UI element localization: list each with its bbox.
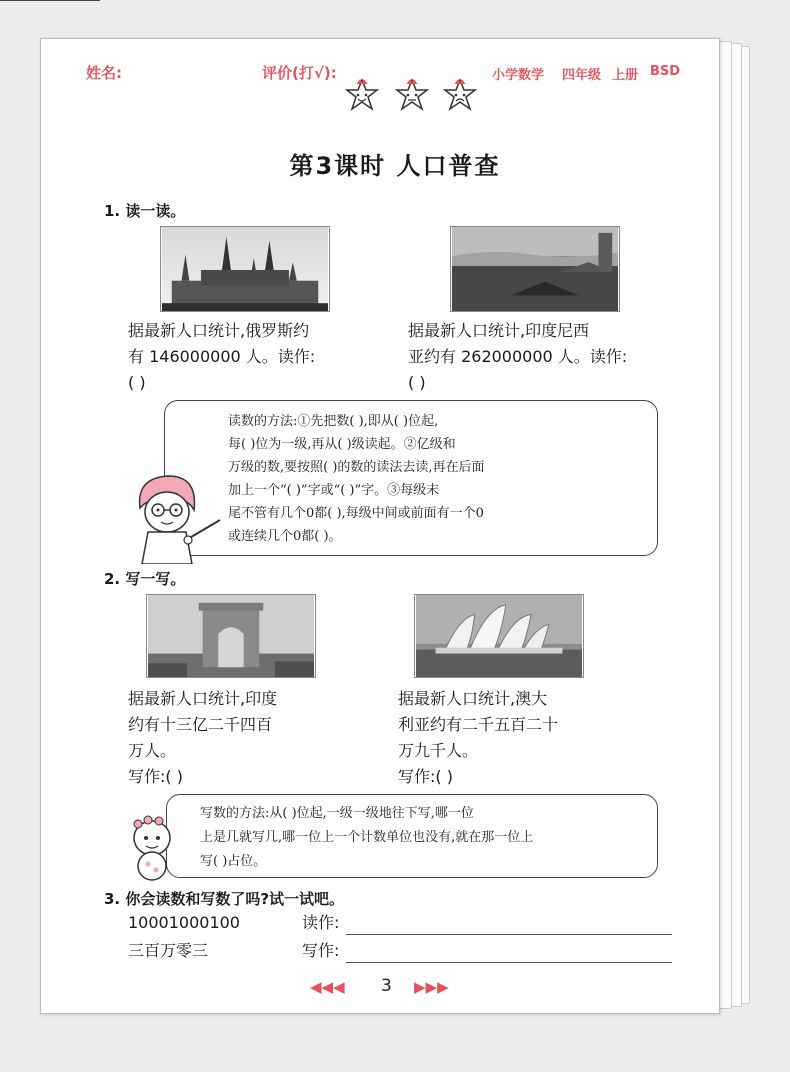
india-text-line3: 万人。	[128, 741, 177, 760]
section-2-heading: 2. 写一写。	[104, 570, 186, 588]
reading-method-line2: 每( )位为一级,再从( )级读起。②亿级和	[228, 437, 456, 452]
number-to-write: 三百万零三	[128, 941, 209, 960]
indonesia-text-line2: 亚约有 262000000 人。读作:	[408, 347, 628, 366]
subject-label: 小学数学	[492, 68, 545, 83]
prev-arrows-icon: ◀◀◀	[310, 978, 345, 996]
grade-label: 四年级	[562, 68, 602, 83]
australia-write-answer[interactable]: 写作:( )	[398, 767, 453, 786]
mascot-cartoon-icon	[124, 812, 184, 882]
name-line[interactable]	[0, 0, 100, 1]
reading-method-line1: 读数的方法:①先把数( ),即从( )位起,	[228, 414, 439, 429]
russia-text-line1: 据最新人口统计,俄罗斯约	[128, 321, 310, 340]
reading-method-line4: 加上一个“( )”字或“( )”字。③每级末	[228, 483, 440, 498]
section-1-heading: 1. 读一读。	[104, 202, 186, 220]
star-face-icon[interactable]	[344, 78, 380, 112]
evaluation-label: 评价(打√):	[262, 64, 337, 82]
read-label: 读作:	[302, 913, 340, 932]
next-arrows-icon: ▶▶▶	[414, 978, 449, 996]
name-label: 姓名:	[86, 64, 122, 82]
star-face-icon[interactable]	[442, 78, 478, 112]
teacher-cartoon-icon	[128, 468, 224, 564]
india-text-line1: 据最新人口统计,印度	[128, 689, 278, 708]
write-label: 写作:	[302, 941, 340, 960]
india-gate-photo	[146, 594, 316, 678]
star-face-icon[interactable]	[394, 78, 430, 112]
reading-method-line3: 万级的数,要按照( )的数的读法去读,再在后面	[228, 460, 485, 475]
kremlin-photo	[160, 226, 330, 312]
read-answer-line[interactable]	[346, 934, 672, 935]
russia-read-answer[interactable]: ( )	[128, 373, 146, 392]
india-text-line2: 约有十三亿二千四百	[128, 715, 273, 734]
write-answer-line[interactable]	[346, 962, 672, 963]
sydney-opera-house-photo	[414, 594, 584, 678]
page-number: 3	[381, 976, 392, 996]
coastline-photo	[450, 226, 620, 312]
australia-text-line2: 利亚约有二千五百二十	[398, 715, 559, 734]
australia-text-line1: 据最新人口统计,澳大	[398, 689, 548, 708]
page-title: 第3课时 人口普查	[289, 152, 501, 180]
indonesia-text-line1: 据最新人口统计,印度尼西	[408, 321, 590, 340]
number-to-read: 10001000100	[128, 913, 240, 932]
writing-method-line2: 上是几就写几,哪一位上一个计数单位也没有,就在那一位上	[200, 830, 534, 845]
writing-method-line1: 写数的方法:从( )位起,一级一级地往下写,哪一位	[200, 806, 474, 821]
reading-method-line6: 或连续几个0都( )。	[228, 529, 342, 544]
volume-label: 上册	[612, 68, 639, 83]
section-3-heading: 3. 你会读数和写数了吗?试一试吧。	[104, 890, 345, 908]
edition-label: BSD	[650, 64, 681, 79]
india-write-answer[interactable]: 写作:( )	[128, 767, 183, 786]
russia-text-line2: 有 146000000 人。读作:	[128, 347, 316, 366]
writing-method-line3: 写( )占位。	[200, 854, 267, 869]
indonesia-read-answer[interactable]: ( )	[408, 373, 426, 392]
reading-method-line5: 尾不管有几个0都( ),每级中间或前面有一个0	[228, 506, 484, 521]
australia-text-line3: 万九千人。	[398, 741, 479, 760]
